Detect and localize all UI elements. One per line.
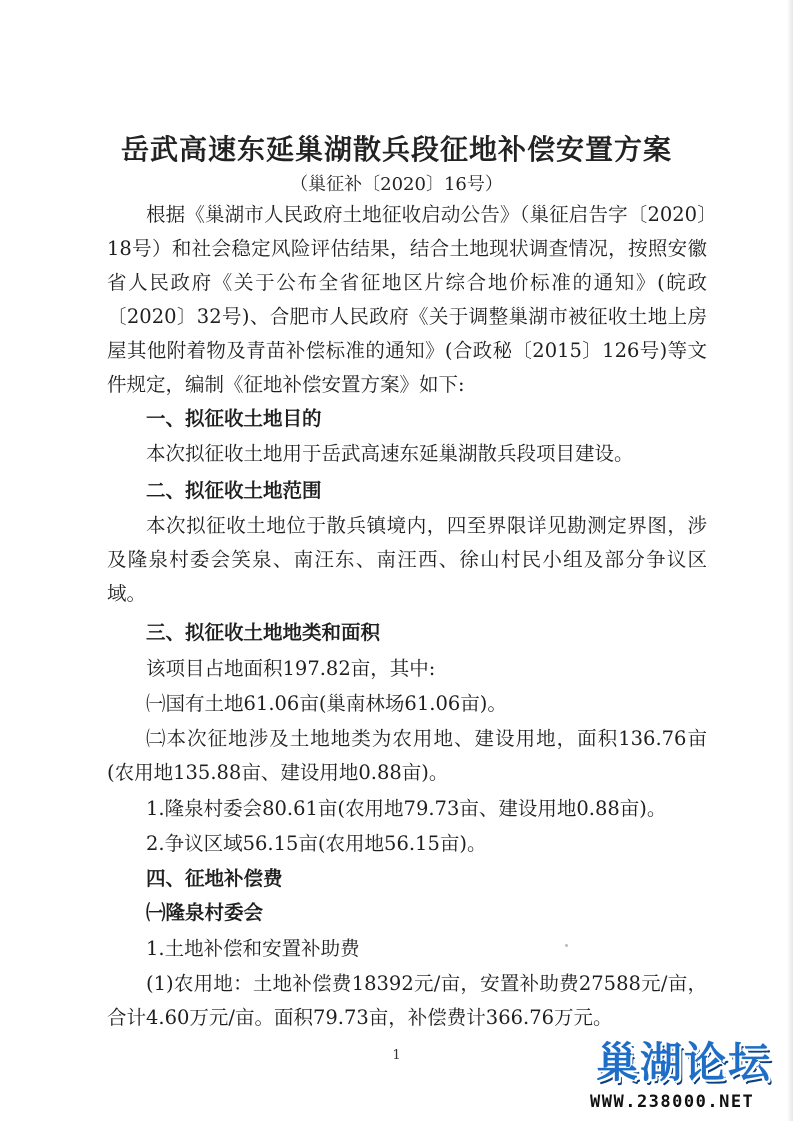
section3-paragraph3: ㈡本次征地涉及土地地类为农用地、建设用地，面积136.76亩(农用地135.88亩、建设用地0.88亩)。 [107, 727, 707, 784]
section2-text: 本次拟征收土地位于散兵镇境内，四至界限详见勘测定界图，涉及隆泉村委会笑泉、南汪东、南汪西、徐山村民小组及部分争议区域。 [107, 514, 707, 605]
section3-line2: ㈠国有土地61.06亩(巢南林场61.06亩)。 [146, 692, 507, 715]
section1-text: 本次拟征收土地用于岳武高速东延巢湖散兵段项目建设。 [146, 442, 634, 465]
section3-item1: 1.隆泉村委会80.61亩(农用地79.73亩、建设用地0.88亩)。 [146, 797, 667, 820]
section3-line1: 该项目占地面积197.82亩，其中: [146, 657, 436, 680]
section4-item1: 1.土地补偿和安置补助费 [146, 937, 360, 960]
section4-paragraph1: (1)农用地：土地补偿费18392元/亩，安置补助费27588元/亩，合计4.60万元/亩。面积79.73亩，补偿费计366.76万元。 [107, 972, 707, 1029]
logo-text: 巢湖论坛 [596, 1038, 773, 1087]
document-number: （巢征补〔2020〕16号） [290, 174, 503, 195]
scan-speck [565, 944, 568, 947]
intro-paragraph: 根据《巢湖市人民政府土地征收启动公告》（巢征启告字〔2020〕18号）和社会稳定风险评估结果，结合土地现状调查情况，按照安徽省人民政府《关于公布全省征地区片综合地价标准的通知》(皖政〔2020〕32号)、合肥市人民政府《关于调整巢湖市被征收土地上房屋其他附着物及青苗补偿标准的通知》(合政秘〔2015〕126号)等文件规定，编制《征地补偿安置方案》如下: [107, 203, 707, 396]
section2-heading: 二、拟征收土地范围 [146, 479, 322, 502]
scan-edge [787, 0, 793, 1121]
forum-watermark-logo [590, 1030, 785, 1116]
section3-heading: 三、拟征收土地地类和面积 [146, 621, 381, 644]
logo-url: WWW.238000.NET [590, 1092, 755, 1112]
section3-item2: 2.争议区域56.15亩(农用地56.15亩)。 [146, 832, 487, 855]
section4-heading: 四、征地补偿费 [146, 867, 283, 890]
document-title: 岳武高速东延巢湖散兵段征地补偿安置方案 [120, 133, 672, 166]
section1-heading: 一、拟征收土地目的 [146, 407, 322, 430]
page-number: 1 [392, 1048, 401, 1063]
section4-subheading: ㈠隆泉村委会 [146, 901, 264, 924]
